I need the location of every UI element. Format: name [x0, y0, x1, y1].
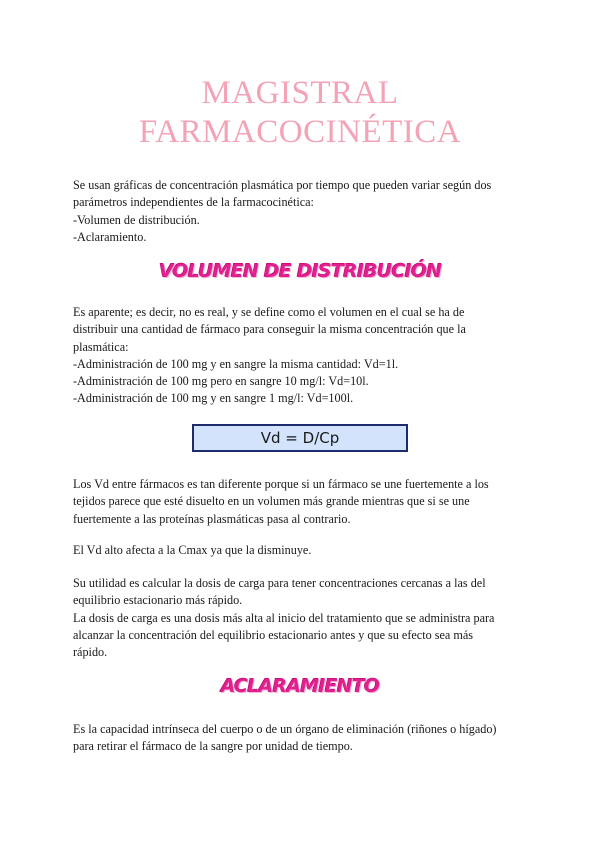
- intro-paragraph: [73, 177, 531, 246]
- text-line: Es la capacidad intrínseca del cuerpo o de un órgano de eliminación (riñones o hígado): [73, 722, 497, 736]
- text-line: -Administración de 100 mg pero en sangre 10 mg/l: Vd=10l.: [73, 374, 369, 389]
- document-title: [0, 74, 600, 152]
- dosis-carga-paragraph: [73, 575, 531, 661]
- text-line: -Volumen de distribución.: [73, 212, 200, 227]
- title-line-2: FARMACOCINÉTICA: [138, 114, 462, 150]
- formula-box: Vd = D/Cp: [192, 424, 408, 452]
- text-line: La dosis de carga es una dosis más alta al inicio del tratamiento que se administra para: [73, 610, 495, 625]
- text-line: rápido.: [73, 645, 108, 660]
- volumen-explanation-paragraph: [73, 476, 531, 528]
- text-line: -Administración de 100 mg y en sangre 1 mg/l: Vd=100l.: [73, 391, 354, 406]
- text-line: Es aparente; es decir, no es real, y se define como el volumen en el cual se ha de: [73, 305, 465, 319]
- aclaramiento-paragraph: [73, 721, 531, 756]
- text-line: distribuir una cantidad de fármaco para conseguir la misma concentración que la: [73, 322, 466, 337]
- text-line: Los Vd entre fármacos es tan diferente porque si un fármaco se une fuertemente a los: [73, 477, 489, 491]
- text-line: parámetros independientes de la farmacocinética:: [73, 195, 314, 210]
- text-line: -Aclaramiento.: [73, 229, 147, 244]
- text-line: fuertemente a las proteínas plasmáticas pasa al contrario.: [73, 511, 351, 526]
- title-line-1: MAGISTRAL: [201, 75, 399, 111]
- cmax-paragraph: [73, 542, 531, 559]
- text-line: El Vd alto afecta a la Cmax ya que la disminuye.: [73, 543, 312, 557]
- text-line: plasmática:: [73, 339, 129, 354]
- heading-aclaramiento: ACLARAMIENTO: [220, 675, 380, 697]
- heading-volumen-distribucion: VOLUMEN DE DISTRIBUCIÓN: [158, 260, 442, 282]
- volumen-definition-paragraph: [73, 304, 531, 408]
- text-line: Se usan gráficas de concentración plasmática por tiempo que pueden variar según dos: [73, 178, 492, 192]
- text-line: Su utilidad es calcular la dosis de carga para tener concentraciones cercanas a las del: [73, 576, 486, 590]
- text-line: tejidos parece que esté disuelto en un volumen más grande mientras que si se une: [73, 494, 470, 509]
- text-line: -Administración de 100 mg y en sangre la misma cantidad: Vd=1l.: [73, 356, 399, 371]
- text-line: equilibrio estacionario más rápido.: [73, 593, 243, 608]
- text-line: para retirar el fármaco de la sangre por unidad de tiempo.: [73, 739, 353, 754]
- text-line: alcanzar la concentración del equilibrio estacionario antes y que su efecto sea más: [73, 627, 473, 642]
